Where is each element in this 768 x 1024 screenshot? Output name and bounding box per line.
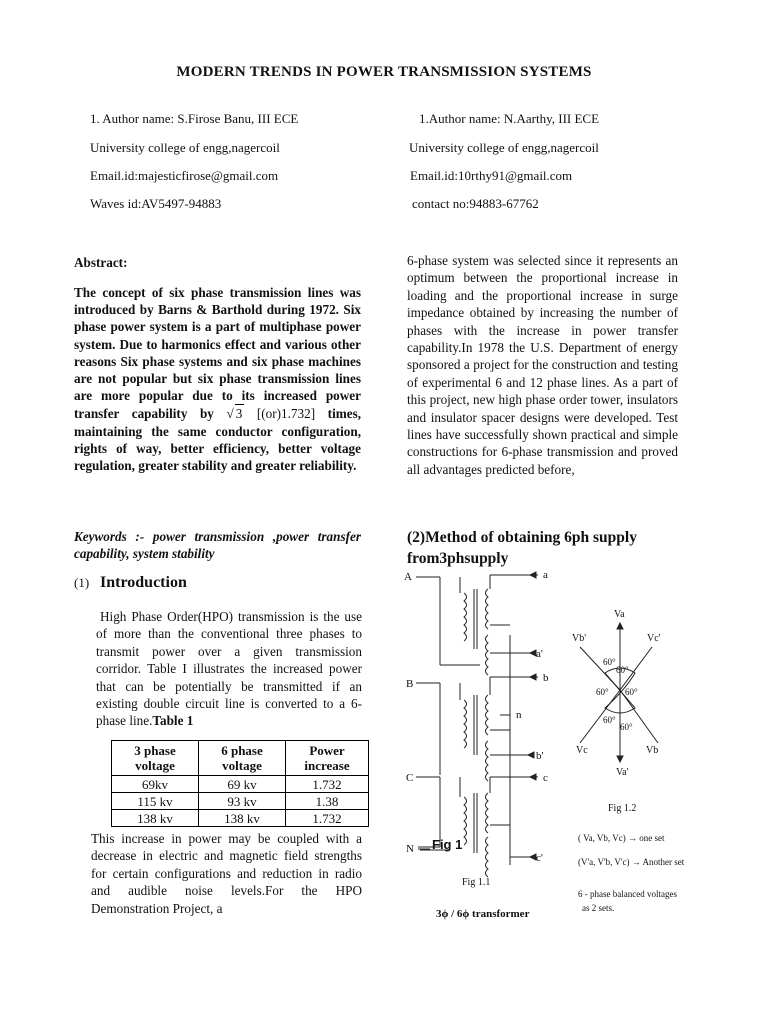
table-cell: 69 kv xyxy=(199,776,286,793)
abstract-text-1: The concept of six phase transmission lines was introduced by Barns & Barthold during 1972. Six phase power system is a part of multiphase power system. Due to harmonics effect and various other reasons Six phase systems and six phase machines are not popular but six phase transmission lines are more popular due to its increased power transfer capability by xyxy=(74,285,361,422)
label-A: A xyxy=(404,571,412,583)
table-cell: 1.732 xyxy=(286,810,369,827)
label-b: b xyxy=(543,672,549,684)
right-paragraph: 6-phase system was selected since it represents an optimum between the proportional increase in loading and the proportional increase in surge impedance obtained by increasing the number of phases with the increase in power transfer capability.In 1978 the U.S. Department of energy sponsored a project for the construction and testing of experimental 6 and 12 phase lines. As a part of this project, new high phase order tower, insulators and insulator spacer designs were developed. Test lines have successfully shown practical and simple constructions for 6-phase transmission and proved all advantages predicted before, xyxy=(407,253,678,477)
label-N: N xyxy=(406,843,414,855)
label-b-prime: b' xyxy=(536,750,544,762)
table-cell: 93 kv xyxy=(199,793,286,810)
label-a: a xyxy=(543,569,548,581)
table-row xyxy=(112,810,369,827)
table-row xyxy=(112,793,369,810)
angle-label: 60° xyxy=(603,715,616,725)
label-c-prime: c' xyxy=(536,852,543,864)
table-reference: Table 1 xyxy=(152,713,194,729)
author-2-college: University college of engg,nagercoil xyxy=(409,140,599,155)
sqrt-symbol: √ 3 xyxy=(226,406,243,422)
sqrt-value: 3 xyxy=(235,406,243,422)
author-2-contact: contact no:94883-67762 xyxy=(412,196,539,211)
note-4: as 2 sets. xyxy=(582,903,615,913)
note-2: (V'a, V'b, V'c) → Another set xyxy=(578,857,685,867)
label-n: n xyxy=(516,709,522,721)
power-table xyxy=(111,740,369,827)
table-cell: 69kv xyxy=(112,776,199,793)
keywords: Keywords :- power transmission ,power transfer capability, system stability xyxy=(74,529,361,562)
author-1-college: University college of engg,nagercoil xyxy=(90,140,280,155)
author-1-email: Email.id:majesticfirose@gmail.com xyxy=(90,168,279,183)
paper-title: MODERN TRENDS IN POWER TRANSMISSION SYSTEMS xyxy=(176,64,592,80)
phasor-Vb: Vb xyxy=(646,745,659,756)
fig11-label: Fig 1.1 xyxy=(462,877,491,888)
table-header: 6 phase voltage xyxy=(199,741,286,776)
table-cell: 1.38 xyxy=(286,793,369,810)
fig12-label: Fig 1.2 xyxy=(608,803,637,814)
label-B: B xyxy=(406,678,414,690)
intro-heading: Introduction xyxy=(100,574,187,591)
phasor-Va: Va xyxy=(614,609,625,620)
label-C: C xyxy=(406,772,414,784)
transformer-caption: 3ϕ / 6ϕ transformer xyxy=(436,908,530,920)
table-cell: 115 kv xyxy=(112,793,199,810)
phasor-Vc: Vc xyxy=(576,745,588,756)
intro-text: High Phase Order(HPO) transmission is the use of more than the conventional three phases to transmit power over a given transmission corridor. Table I illustrates the increased power that can be potentially be transmitted if an existing double circuit line is converted to a 6-phase line. xyxy=(96,609,362,729)
abstract-heading: Abstract: xyxy=(74,255,128,270)
table-cell: 138 kv xyxy=(199,810,286,827)
label-a-prime: a' xyxy=(536,648,543,660)
table-header: Power increase xyxy=(286,741,369,776)
phasor-Vb-prime: Vb' xyxy=(572,633,587,644)
note-1: ( Va, Vb, Vc) → one set xyxy=(578,833,665,843)
abstract-text-2: times, maintaining the same conductor configuration, rights of way, better efficiency, better voltage regulation, greater stability and greater reliability. xyxy=(74,406,361,474)
angle-label: 60° xyxy=(603,657,616,667)
intro-number: (1) xyxy=(74,575,90,590)
sqrt-note: [(or)1.732] xyxy=(256,406,316,422)
angle-label: 60° xyxy=(620,722,633,732)
section-2-heading: (2)Method of obtaining 6ph supply from3phsupply xyxy=(407,529,637,567)
transformer-schematic xyxy=(416,572,538,877)
table-header-row xyxy=(112,741,369,776)
angle-label: 60° xyxy=(596,687,609,697)
transformer-figure xyxy=(400,565,690,930)
table-header: 3 phase voltage xyxy=(112,741,199,776)
angle-label: 60° xyxy=(616,665,629,675)
label-c: c xyxy=(543,772,548,784)
intro-paragraph-1 xyxy=(96,608,362,730)
intro-paragraph-2: This increase in power may be coupled with a decrease in electric and magnetic field strengths for certain configurations and reduction in radio and audible noise levels.For the HPO Demonstration Project, a xyxy=(91,831,362,916)
author-2-email: Email.id:10rthy91@gmail.com xyxy=(410,168,573,183)
phasor-Vc-prime: Vc' xyxy=(647,633,661,644)
note-3: 6 - phase balanced voltages xyxy=(578,889,677,899)
author-2-name: 1.Author name: N.Aarthy, III ECE xyxy=(419,111,600,126)
fig1-label: Fig 1 xyxy=(432,837,463,852)
table-cell: 1.732 xyxy=(286,776,369,793)
author-1-waves-id: Waves id:AV5497-94883 xyxy=(90,196,222,211)
abstract-body xyxy=(74,284,361,474)
phasor-Va-prime: Va' xyxy=(616,767,629,778)
table-cell: 138 kv xyxy=(112,810,199,827)
angle-label: 60° xyxy=(625,687,638,697)
author-1-name: 1. Author name: S.Firose Banu, III ECE xyxy=(90,111,299,126)
table-row xyxy=(112,776,369,793)
